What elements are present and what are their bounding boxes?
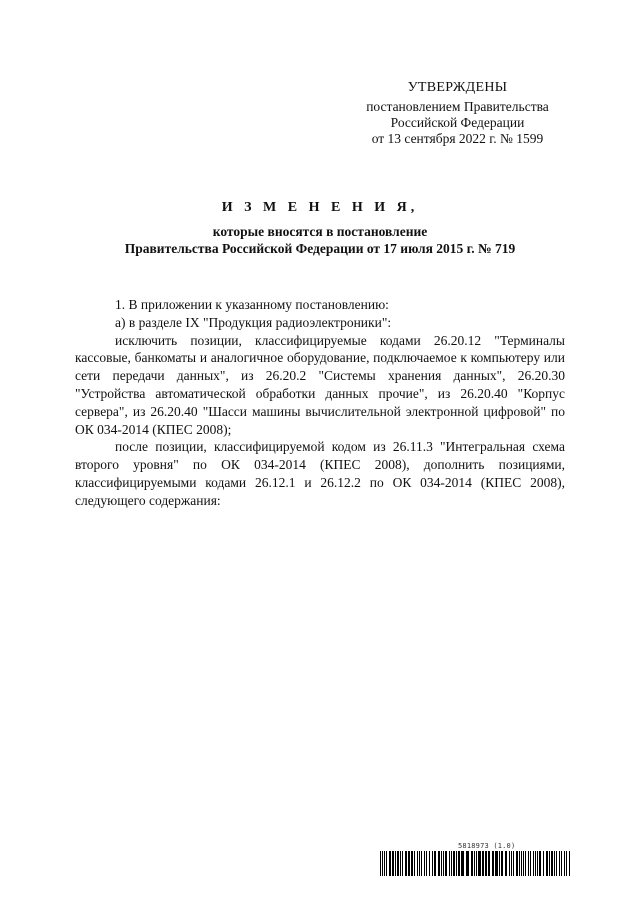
paragraph-4: после позиции, классифицируемой кодом из 26.11.3 "Интегральная схема второго уровня" по ОК 034-2014 (КПЕС 2008), дополнить позициями, классифицируемыми кодами 26.12.1 и 26.12.2 по ОК 034-2014 (КПЕС 2008), следующего содержания:	[75, 439, 565, 508]
document-subtitle-line-2: Правительства Российской Федерации от 17 июля 2015 г. № 719	[124, 241, 516, 256]
paragraph-2: а) в разделе IX "Продукция радиоэлектроники":	[115, 314, 392, 330]
barcode-image	[380, 851, 570, 876]
approval-block	[330, 80, 585, 147]
document-title: И З М Е Н Е Н И Я,	[221, 200, 419, 215]
barcode-number: 5818973 (1.0)	[458, 842, 516, 850]
approval-line-1: постановлением Правительства	[366, 99, 549, 114]
approval-title: УТВЕРЖДЕНЫ	[407, 80, 508, 95]
approval-line-2: Российской Федерации	[390, 115, 525, 130]
document-subtitle-line-1: которые вносятся в постановление	[212, 224, 428, 239]
document-body	[75, 296, 565, 510]
paragraph-3: исключить позиции, классифицируемые кодами 26.20.12 "Терминалы кассовые, банкоматы и аналогичное оборудование, подключаемое к компьютеру или сети передачи данных", из 26.20.2 "Системы хранения данных", 26.20.30 "Устройства автоматической обработки данных прочие", из 26.20.40 "Корпус сервера", из 26.20.40 "Шасси машины вычислительной электронной цифровой" по ОК 034-2014 (КПЕС 2008);	[75, 332, 565, 437]
paragraph-1: 1. В приложении к указанному постановлению:	[115, 297, 389, 312]
approval-line-3: от 13 сентября 2022 г. № 1599	[371, 131, 544, 146]
